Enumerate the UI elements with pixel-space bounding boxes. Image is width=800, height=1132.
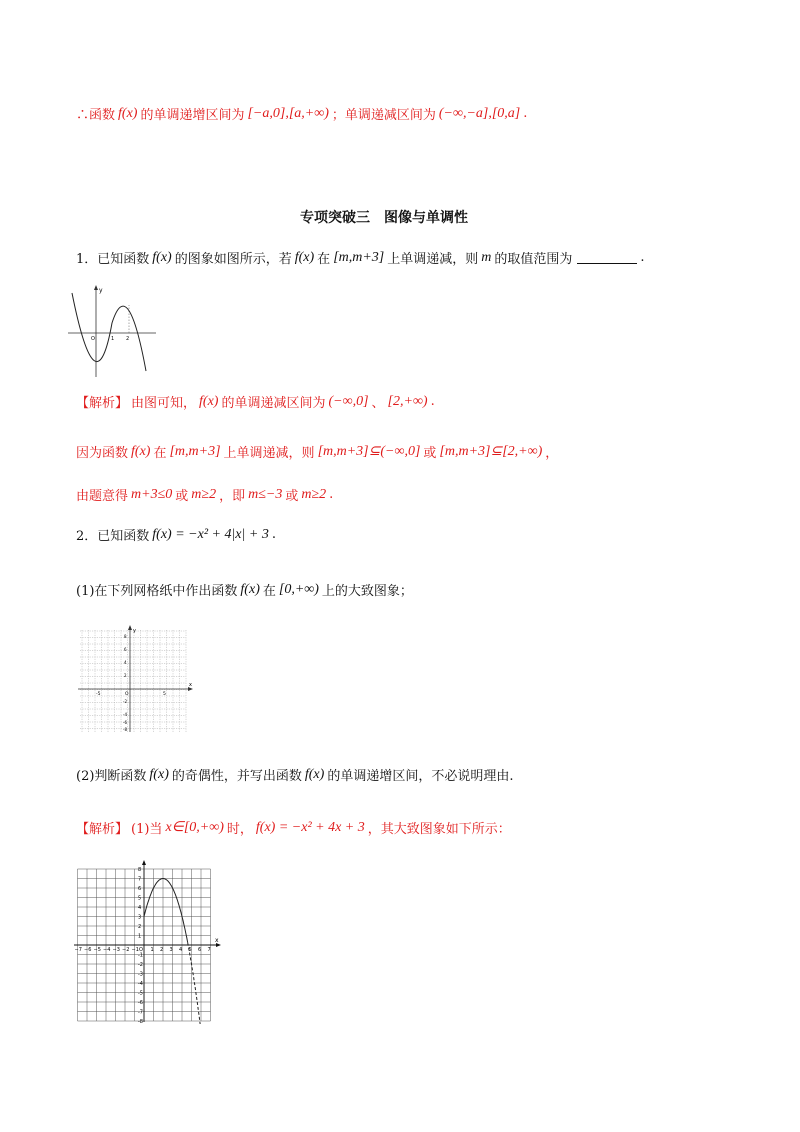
period: . [430, 394, 435, 409]
y-tick-label: 6 [138, 886, 142, 892]
variable-m: m [481, 249, 492, 265]
y-tick-label: -2 [138, 962, 143, 968]
monotonic-summary-line [76, 104, 527, 123]
x-tick-label: −1 [131, 947, 139, 953]
decreasing-intervals: (−∞,−a],[0,a] [438, 105, 521, 121]
y-axis-label: y [133, 628, 136, 634]
y-axis-arrow-icon [128, 625, 132, 630]
origin-label: O [125, 692, 129, 697]
y-tick-label: -8 [138, 1019, 143, 1024]
interval-pos: [2,+∞) [387, 393, 428, 409]
sol-text: 因为函数 [76, 446, 129, 461]
interval-m: [m,m+3] [333, 249, 385, 265]
function-fx: f(x) [199, 393, 219, 409]
x-tick-label: −6 [84, 947, 92, 953]
y-tick-label: 8 [138, 867, 142, 873]
interval-nonneg: [0,+∞) [278, 581, 319, 597]
therefore-text: ∴函数 [76, 108, 116, 123]
q1-text: 的图象如图所示，若 [174, 252, 292, 267]
q1-text: 在 [317, 252, 331, 267]
inequality-2: m≥2 [191, 486, 217, 502]
period: . [329, 487, 334, 502]
y-tick-label: -7 [138, 1009, 143, 1016]
function-fx: f(x) [294, 249, 315, 265]
function-fx: f(x) [131, 443, 151, 459]
period: . [640, 250, 645, 265]
increasing-label: 的单调递增区间为 [140, 108, 245, 123]
x-tick-label: −7 [74, 947, 82, 953]
function-fx: f(x) [152, 249, 172, 265]
y-tick-label: -3 [138, 971, 143, 978]
part-text: 的奇偶性，并写出函数 [171, 769, 302, 784]
part-text: 上的大致图象； [321, 584, 413, 599]
parabola-curve-dashed [188, 943, 204, 1024]
q1-text: 的取值范围为 [494, 252, 573, 267]
interval-m: [m,m+3] [169, 443, 221, 459]
sol-text: 的单调递减区间为 [221, 396, 326, 411]
q2-formula: f(x) = −x² + 4|x| + 3 [152, 526, 269, 542]
y-tick: -8 [123, 727, 127, 732]
inequality-1: m+3≤0 [131, 486, 173, 502]
x-tick-label: −2 [122, 947, 130, 953]
y-tick-label: -5 [138, 990, 143, 997]
function-fx: f(x) [118, 105, 138, 121]
solution-2 [76, 818, 511, 837]
inequality-3: m≤−3 [248, 486, 283, 502]
x-tick-label: −4 [103, 947, 111, 953]
sol-text: (1)当 [131, 822, 163, 837]
solution-formula: f(x) = −x² + 4x + 3 [255, 819, 365, 835]
solution-1-line-a [76, 392, 435, 411]
solution-1-line-c [76, 485, 333, 504]
solution-1-line-b [76, 442, 558, 461]
grid-lines [80, 630, 186, 732]
y-tick: 6 [124, 647, 127, 652]
part-text: 在 [262, 584, 276, 599]
x-tick-label: 5 [188, 947, 192, 953]
x-axis-label: x [189, 682, 192, 688]
analysis-tag: 【解析】 [76, 822, 129, 837]
x-tick-label: 2 [160, 947, 164, 953]
q1-number: 1．已知函数 [76, 252, 150, 267]
part-text: (1)在下列网格纸中作出函数 [76, 584, 238, 599]
question-2 [76, 525, 276, 544]
tick-label-2: 2 [126, 336, 130, 342]
y-tick: -6 [123, 720, 127, 725]
answer-blank [577, 251, 637, 264]
y-tick-labels [138, 867, 143, 1024]
sol-text: ，其大致图象如下所示： [367, 822, 511, 837]
domain-condition: x∈[0,+∞) [165, 820, 224, 835]
y-tick-label: 7 [138, 876, 142, 883]
q1-text: 上单调递减，则 [387, 252, 479, 267]
q2-part-1 [76, 580, 413, 599]
origin-label: O [139, 947, 143, 953]
cubic-curve [72, 293, 146, 371]
analysis-tag: 【解析】 [76, 396, 129, 411]
tick-label-1: 1 [111, 336, 115, 342]
subset-condition-1: [m,m+3]⊆(−∞,0] [317, 444, 421, 459]
sol-text: ，即 [219, 489, 246, 504]
solution-graph-grid [74, 860, 222, 1024]
subset-condition-2: [m,m+3]⊆[2,+∞) [439, 444, 543, 459]
y-axis-arrow-icon [142, 860, 146, 865]
part-text: (2)判断函数 [76, 769, 147, 784]
interval-neg: (−∞,0] [328, 393, 369, 409]
y-axis-arrow-icon [94, 285, 98, 290]
q2-part-2 [76, 765, 513, 784]
comma: ， [545, 446, 559, 461]
blank-grid-paper [76, 624, 194, 734]
x-tick-label: 6 [198, 947, 202, 953]
x-tick-neg5: -5 [96, 692, 101, 697]
origin-label: O [91, 336, 95, 342]
sol-text: 由图可知， [131, 396, 197, 411]
y-tick-label: -6 [138, 1000, 143, 1006]
sol-text: 时， [226, 822, 253, 837]
y-axis-label: y [99, 287, 103, 294]
sol-text: 在 [153, 446, 167, 461]
period: . [271, 527, 276, 542]
x-tick-label: 4 [179, 947, 183, 953]
x-tick-label: −5 [93, 947, 101, 953]
y-tick: -2 [123, 699, 127, 704]
increasing-intervals: [−a,0],[a,+∞) [247, 105, 329, 121]
y-tick-label: 4 [138, 905, 142, 911]
x-axis-label: x [215, 937, 219, 944]
y-tick-label: -1 [138, 952, 143, 959]
sol-text: 由题意得 [76, 489, 129, 504]
y-tick-label: 5 [138, 895, 142, 902]
function-fx: f(x) [149, 766, 169, 782]
or-text: 或 [175, 489, 189, 504]
x-tick-5: 5 [163, 692, 166, 697]
x-tick-label: 1 [150, 947, 154, 953]
y-tick: 8 [124, 634, 127, 639]
function-fx: f(x) [240, 581, 260, 597]
part-text: 的单调递增区间，不必说明理由. [327, 769, 514, 784]
question-1 [76, 248, 645, 267]
x-tick-label: −3 [112, 947, 120, 953]
separator: 、 [371, 396, 385, 411]
y-tick: 2 [124, 673, 127, 678]
q1-function-graph [68, 283, 158, 379]
period: . [523, 106, 528, 121]
sol-text: 上单调递减，则 [223, 446, 315, 461]
inequality-4: m≥2 [301, 486, 327, 502]
y-tick-label: -4 [138, 981, 143, 987]
y-tick-label: 1 [138, 933, 142, 940]
function-fx: f(x) [304, 766, 325, 782]
q2-number: 2．已知函数 [76, 529, 150, 544]
y-tick-label: 3 [138, 914, 142, 921]
y-tick-label: 2 [138, 924, 142, 930]
y-tick: 4 [124, 660, 127, 665]
or-text: 或 [285, 489, 299, 504]
y-tick: -4 [123, 712, 127, 717]
or-text: 或 [423, 446, 437, 461]
x-tick-label: 7 [207, 947, 211, 953]
decreasing-label: ；单调递减区间为 [331, 108, 436, 123]
x-tick-label: 3 [169, 947, 173, 953]
section-title: 专项突破三 图像与单调性 [300, 210, 468, 226]
